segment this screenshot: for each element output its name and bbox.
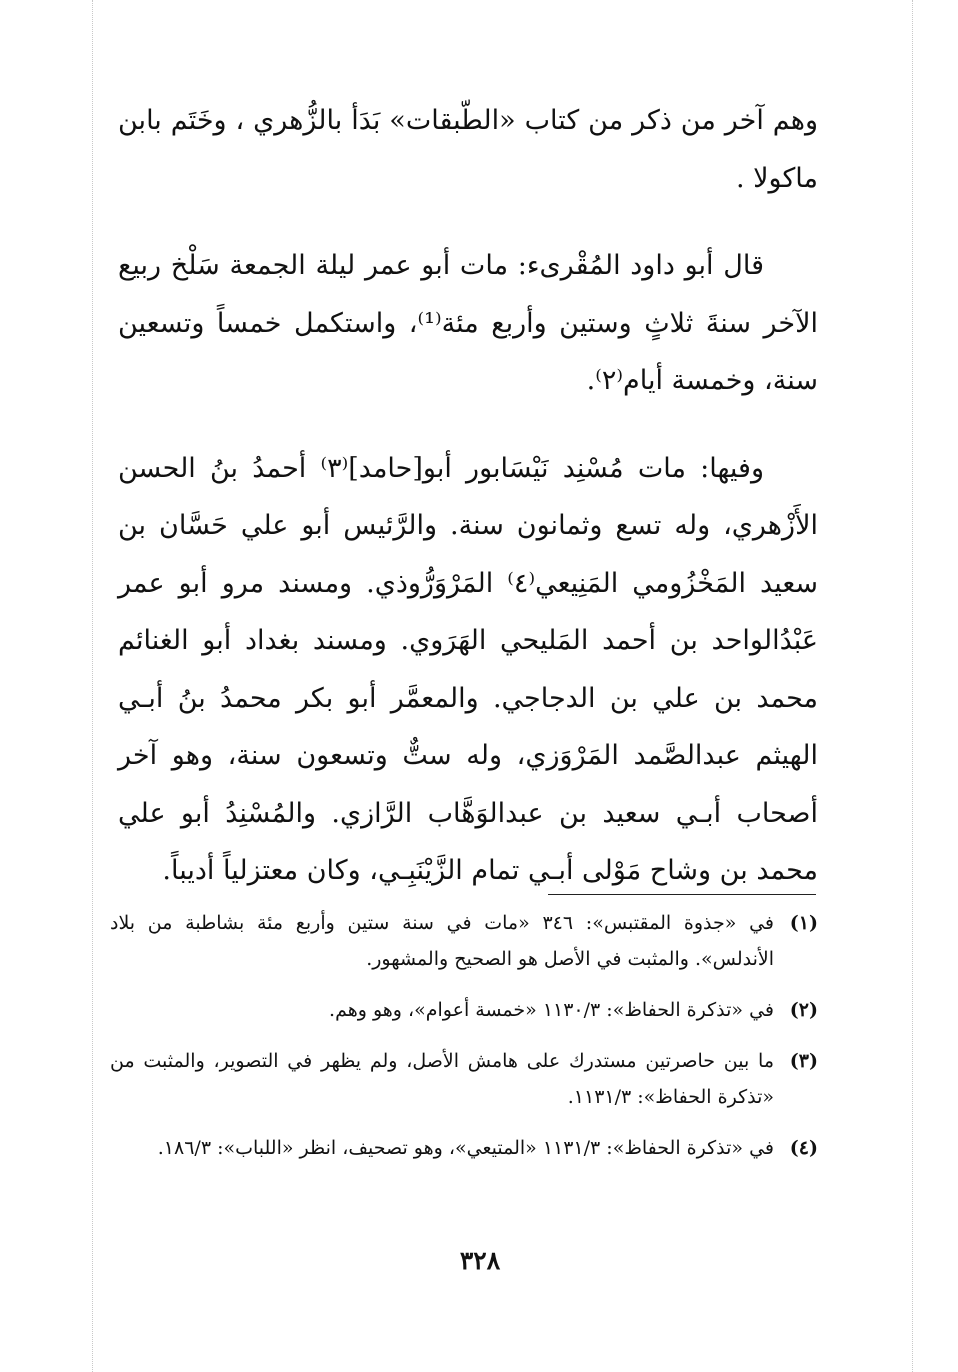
footnote-number: (١) — [789, 912, 818, 934]
footnote-divider — [548, 894, 816, 895]
footnote-1 — [110, 905, 818, 977]
footnote-text: في «تذكرة الحفاظ»: ١١٣٠/٣ «خمسة أعوام»، وهو وهم. — [329, 999, 774, 1021]
footnotes — [110, 905, 818, 1166]
footnote-text: ما بين حاصرتين مستدرك على هامش الأصل، ولم يظهر في التصوير، والمثبت من «تذكرة الحفاظ»: ١١٣١/٣. — [110, 1050, 774, 1108]
footnote-number: (٣) — [789, 1050, 818, 1072]
page-number: ٣٢٨ — [459, 1246, 501, 1275]
scan-margin-right — [912, 0, 913, 1372]
footnote-text: في «تذكرة الحفاظ»: ١١٣١/٣ «المتيعي»، وهو تصحيف، انظر «اللباب»: ١٨٦/٣. — [157, 1137, 774, 1159]
footnote-2 — [110, 992, 818, 1028]
footnote-number: (٢) — [789, 999, 818, 1021]
footnote-number: (٤) — [789, 1137, 818, 1159]
footnote-text: في «جذوة المقتبس»: ٣٤٦ «مات في سنة ستين وأربع مئة بشاطبة من بلاد الأندلس». والمثبت في الأصل هو الصحيح والمشهور. — [110, 912, 774, 970]
scan-margin-left — [92, 0, 93, 1372]
main-text — [118, 92, 818, 900]
footnote-4 — [110, 1130, 818, 1166]
paragraph-1: وهم آخر من ذكر من كتاب «الطّبقات» بَدَأ بالزُّهري ، وخَتَم بابن ماكولا . — [118, 105, 818, 194]
paragraph-2: قال أبو داود المُقْرىء: مات أبو عمر ليلة الجمعة سَلْخ ربيع الآخر سنةَ ثلاثٍ وستين وأربع مئة⁽¹⁾، واستكمل خمساً وتسعين سنة، وخمسة أيام⁽٢⁾. — [118, 250, 818, 396]
footnote-3 — [110, 1043, 818, 1115]
paragraph-3: وفيها: مات مُسْنِد نَيْسَابور أبو[حامد]⁽٣⁾ أحمدُ بنُ الحسن الأَزْهري، وله تسع وثمانون سنة. والرَّئيس أبو علي حَسَّان بن سعيد المَخْزُومي المَنِيعي⁽٤⁾ المَرْوَرُّوذي. ومسند مرو أبو عمر عَبْدُالواحد بن أحمد المَليحي الهَرَوي. ومسند بغداد أبو الغنائم محمد بن علي بن الدجاجي. والمعمَّر أبو بكر محمدُ بنُ أبـي الهيثم عبدالصَّمد المَرْوَزي، وله ستٌّ وتسعون سنة، وهو آخر أصحاب أبـي سعيد بن عبدالوَهَّاب الرَّازي. والمُسْنِدُ أبو علي محمد بن وشاح مَوْلى أبـي تمام الزَّيْنَبِـي، وكان معتزلياً أديباً. — [118, 452, 818, 886]
